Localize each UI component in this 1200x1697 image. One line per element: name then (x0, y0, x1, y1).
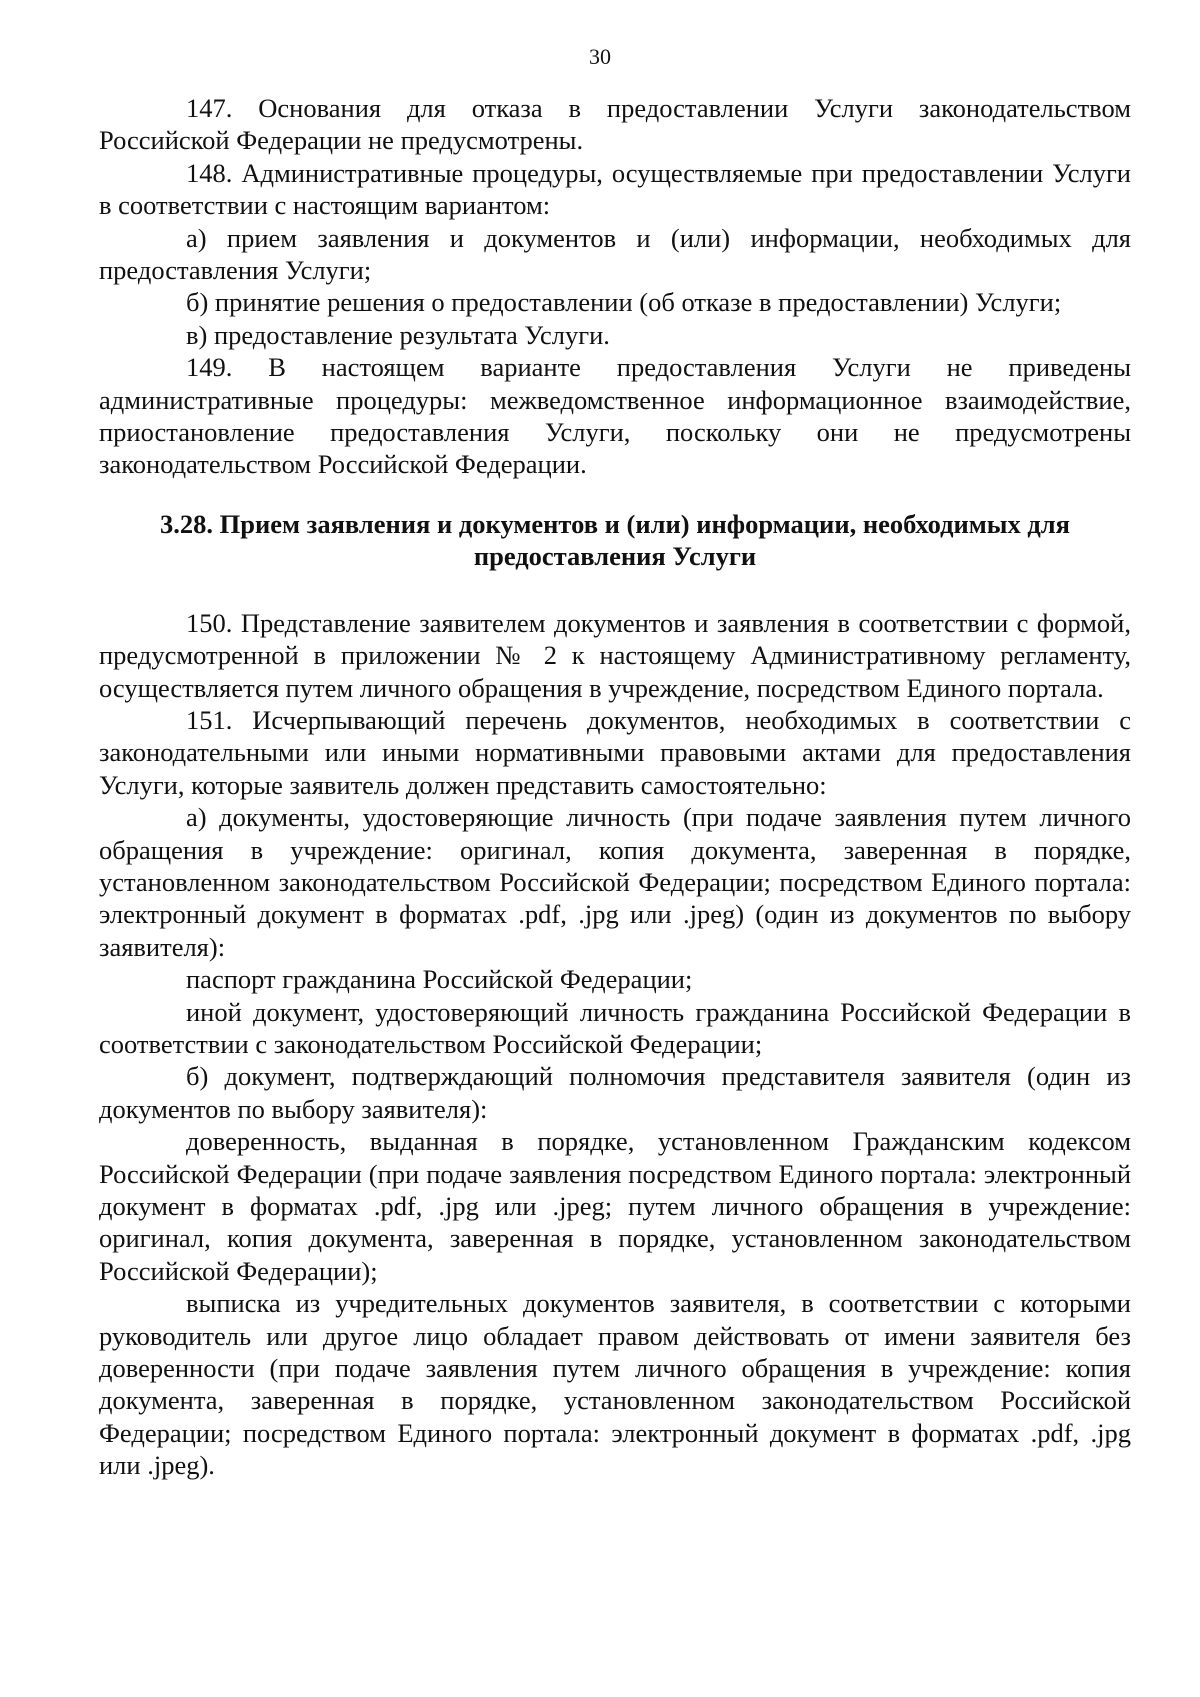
paragraph-149: 149. В настоящем варианте предоставления Услуги не приведены административные процедуры: межведомственное информационное взаимодействие, приостановление предоставления Услуги, поскольку они не предусмотрены законодательством Российской Федерации. (99, 352, 1131, 480)
section-heading: 3.28. Прием заявления и документов и (или) информации, необходимых для предоставления Услуги (160, 508, 1070, 572)
list-item-151-b: б) документ, подтверждающий полномочия представителя заявителя (один из документов по выбору заявителя): (99, 1061, 1131, 1124)
paragraph-150: 150. Представление заявителем документов и заявления в соответствии с формой, предусмотренной в приложении № 2 к настоящему Административному регламенту, осуществляется путем личного обращения в учреждение, посредством Единого портала. (99, 607, 1131, 703)
paragraph-147: 147. Основания для отказа в предоставлении Услуги законодательством Российской Федерации не предусмотрены. (99, 93, 1131, 156)
list-subitem-passport: паспорт гражданина Российской Федерации; (186, 964, 693, 995)
list-item-151-a: а) документы, удостоверяющие личность (при подаче заявления путем личного обращения в учреждение: оригинал, копия документа, заверенная в порядке, установленном законодательством Российской Федерации; посредством Единого портала: электронный документ в форматах .pdf, .jpg или .jpeg) (один из документов по выбору заявителя): (99, 802, 1131, 962)
list-subitem-other-id: иной документ, удостоверяющий личность гражданина Российской Федерации в соответствии с законодательством Российской Федерации; (99, 996, 1131, 1059)
page-number: 30 (589, 44, 611, 69)
list-item-148-c: в) предоставление результата Услуги. (186, 319, 610, 350)
paragraph-148: 148. Административные процедуры, осуществляемые при предоставлении Услуги в соответствии с настоящим вариантом: (99, 157, 1131, 221)
document-body (99, 92, 1131, 1482)
list-item-148-a: а) прием заявления и документов и (или) информации, необходимых для предоставления Услуги; (99, 222, 1131, 286)
list-subitem-extract: выписка из учредительных документов заявителя, в соответствии с которыми руководитель или другое лицо обладает правом действовать от имени заявителя без доверенности (при подаче заявления путем личного обращения в учреждение: копия документа, заверенная в порядке, установленном законодательством Российской Федерации; посредством Единого портала: электронный документ в форматах .pdf, .jpg или .jpeg). (99, 1288, 1131, 1481)
list-item-148-b: б) принятие решения о предоставлении (об отказе в предоставлении) Услуги; (186, 287, 1062, 318)
list-subitem-power-of-attorney: доверенность, выданная в порядке, установленном Гражданским кодексом Российской Федерации (при подаче заявления посредством Единого портала: электронный документ в форматах .pdf, .jpg или .jpeg; путем личного обращения в учреждение: оригинал, копия документа, заверенная в порядке, установленном законодательством Российской Федерации); (99, 1126, 1131, 1286)
paragraph-151: 151. Исчерпывающий перечень документов, необходимых в соответствии с законодательными или иными нормативными правовыми актами для предоставления Услуги, которые заявитель должен представить самостоятельно: (99, 704, 1131, 800)
